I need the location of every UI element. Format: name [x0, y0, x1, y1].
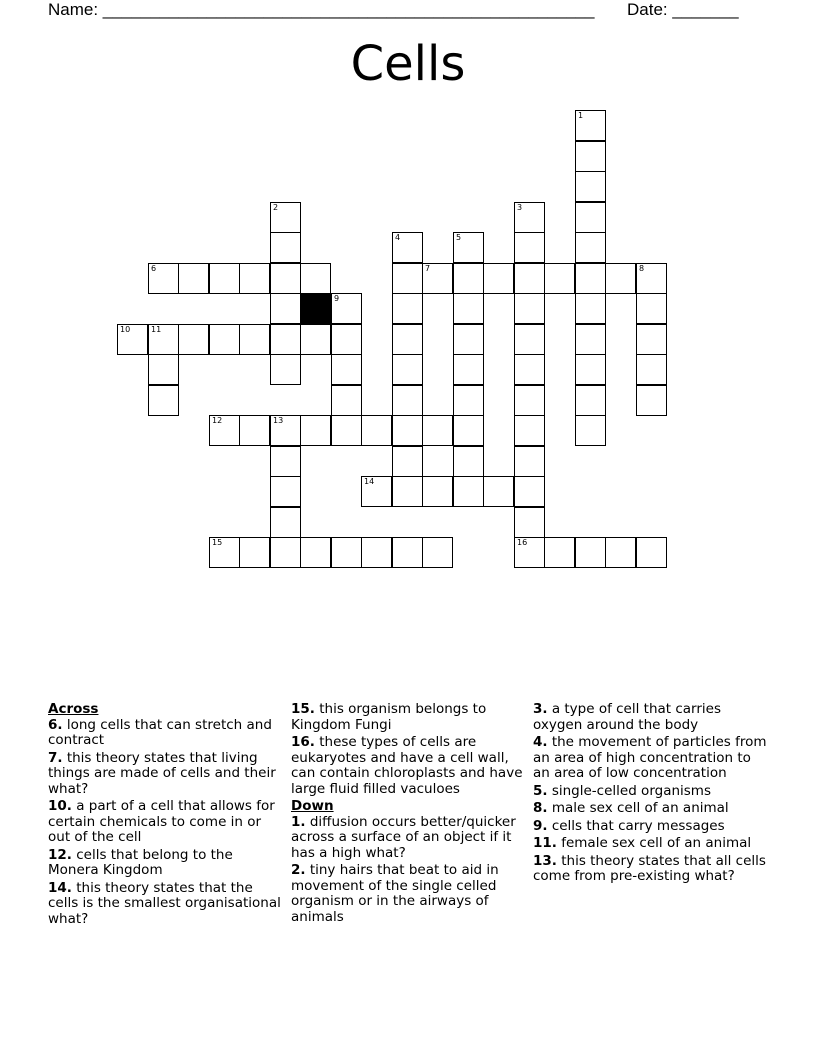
clue-across-7: 7. this theory states that living things are made of cells and their what? — [48, 749, 276, 797]
grid-cell[interactable] — [361, 476, 392, 507]
grid-cell[interactable] — [422, 476, 453, 507]
grid-cell[interactable] — [270, 263, 301, 294]
grid-cell[interactable] — [605, 537, 636, 568]
grid-cell[interactable] — [270, 537, 301, 568]
grid-cell[interactable] — [453, 324, 484, 355]
grid-cell[interactable] — [178, 263, 209, 294]
grid-cell[interactable] — [270, 446, 301, 477]
clue-down-2: 2. tiny hairs that beat to aid in movement of the single celled organism or in the airways of animals — [291, 862, 499, 925]
grid-cell[interactable] — [209, 263, 240, 294]
grid-cell[interactable] — [453, 232, 484, 263]
cell-number: 4 — [395, 233, 401, 242]
grid-cell[interactable] — [514, 385, 545, 416]
grid-cell[interactable] — [392, 263, 423, 294]
grid-cell[interactable] — [270, 202, 301, 233]
grid-cell[interactable] — [514, 202, 545, 233]
cell-number: 15 — [212, 538, 223, 547]
grid-cell[interactable] — [148, 385, 179, 416]
grid-cell[interactable] — [453, 415, 484, 446]
grid-cell[interactable] — [605, 263, 636, 294]
grid-cell[interactable] — [331, 354, 362, 385]
clue-down-1: 1. diffusion occurs better/quicker across a surface of an object if it has a high what? — [291, 813, 516, 861]
cell-number: 12 — [212, 416, 223, 425]
cell-number: 10 — [120, 325, 131, 334]
grid-cell[interactable] — [636, 354, 667, 385]
grid-cell[interactable] — [575, 232, 606, 263]
clue-across-12: 12. cells that belong to the Monera Kingdom — [48, 846, 233, 878]
clue-across-15: 15. this organism belongs to Kingdom Fungi — [291, 701, 487, 733]
clues-column-3 — [533, 702, 771, 887]
grid-cell[interactable] — [392, 446, 423, 477]
date-field-label[interactable]: Date: _______ — [627, 0, 739, 19]
puzzle-title: Cells — [350, 36, 466, 92]
grid-cell[interactable] — [270, 415, 301, 446]
grid-cell[interactable] — [331, 415, 362, 446]
grid-cell[interactable] — [636, 263, 667, 294]
grid-cell[interactable] — [392, 324, 423, 355]
grid-cell[interactable] — [575, 324, 606, 355]
grid-cell[interactable] — [453, 385, 484, 416]
clue-down-13: 13. this theory states that all cells come from pre-existing what? — [533, 852, 766, 884]
clue-down-5: 5. single-celled organisms — [533, 782, 711, 799]
grid-cell[interactable] — [544, 263, 575, 294]
grid-cell[interactable] — [392, 232, 423, 263]
grid-cell[interactable] — [392, 293, 423, 324]
clues-column-1 — [48, 702, 286, 929]
grid-cell[interactable] — [483, 263, 514, 294]
grid-cell[interactable] — [331, 537, 362, 568]
grid-cell[interactable] — [209, 415, 240, 446]
cell-number: 1 — [578, 111, 584, 120]
cell-number: 16 — [517, 538, 528, 547]
grid-cell[interactable] — [300, 324, 331, 355]
cell-number: 7 — [425, 264, 431, 273]
cell-number: 5 — [456, 233, 462, 242]
cell-number: 9 — [334, 294, 340, 303]
cell-number: 13 — [273, 416, 284, 425]
grid-cell[interactable] — [575, 141, 606, 172]
grid-cell[interactable] — [636, 324, 667, 355]
clue-across-10: 10. a part of a cell that allows for certain chemicals to come in or out of the cell — [48, 798, 275, 845]
clue-down-11: 11. female sex cell of an animal — [533, 835, 752, 851]
grid-cell[interactable] — [575, 293, 606, 324]
blocked-cell — [300, 293, 331, 324]
cell-number: 3 — [517, 203, 523, 212]
clues-column-2 — [291, 702, 529, 927]
grid-cell[interactable] — [392, 537, 423, 568]
clue-down-4: 4. the movement of particles from an area of high concentration to an area of low concentration — [533, 734, 767, 781]
grid-cell[interactable] — [148, 324, 179, 355]
grid-cell[interactable] — [270, 354, 301, 385]
grid-cell[interactable] — [575, 202, 606, 233]
down-heading: Down — [291, 798, 334, 814]
clue-down-9: 9. cells that carry messages — [533, 817, 725, 834]
grid-cell[interactable] — [117, 324, 148, 355]
grid-cell[interactable] — [575, 354, 606, 385]
grid-cell[interactable] — [239, 537, 270, 568]
grid-cell[interactable] — [636, 293, 667, 324]
grid-cell[interactable] — [453, 293, 484, 324]
grid-cell[interactable] — [514, 324, 545, 355]
cell-number: 14 — [364, 477, 375, 486]
grid-cell[interactable] — [300, 537, 331, 568]
grid-cell[interactable] — [331, 385, 362, 416]
cell-number: 6 — [151, 264, 157, 273]
clue-across-16: 16. these types of cells are eukaryotes and have a cell wall, can contain chloroplasts and have large fluid filled vaculoes — [291, 734, 523, 797]
grid-cell[interactable] — [392, 354, 423, 385]
clue-down-3: 3. a type of cell that carries oxygen around the body — [533, 701, 722, 733]
grid-cell[interactable] — [209, 324, 240, 355]
grid-cell[interactable] — [636, 385, 667, 416]
grid-cell[interactable] — [514, 446, 545, 477]
grid-cell[interactable] — [300, 263, 331, 294]
grid-cell[interactable] — [270, 476, 301, 507]
grid-cell[interactable] — [636, 537, 667, 568]
grid-cell[interactable] — [514, 507, 545, 538]
grid-cell[interactable] — [239, 415, 270, 446]
cell-number: 8 — [639, 264, 645, 273]
grid-cell[interactable] — [331, 324, 362, 355]
clue-down-8: 8. male sex cell of an animal — [533, 800, 729, 816]
grid-cell[interactable] — [514, 354, 545, 385]
grid-cell[interactable] — [575, 537, 606, 568]
clue-across-6: 6. long cells that can stretch and contract — [48, 716, 272, 748]
grid-cell[interactable] — [514, 293, 545, 324]
grid-cell[interactable] — [514, 232, 545, 263]
clue-across-14: 14. this theory states that the cells is the smallest organisational what? — [48, 879, 281, 927]
grid-cell[interactable] — [392, 415, 423, 446]
grid-cell[interactable] — [575, 171, 606, 202]
grid-cell[interactable] — [148, 263, 179, 294]
cell-number: 2 — [273, 203, 279, 212]
grid-cell[interactable] — [270, 232, 301, 263]
grid-cell[interactable] — [392, 385, 423, 416]
grid-cell[interactable] — [514, 263, 545, 294]
grid-cell[interactable] — [148, 354, 179, 385]
grid-cell[interactable] — [300, 415, 331, 446]
grid-cell[interactable] — [422, 263, 453, 294]
grid-cell[interactable] — [453, 476, 484, 507]
grid-cell[interactable] — [361, 537, 392, 568]
across-heading: Across — [48, 701, 99, 717]
grid-cell[interactable] — [331, 293, 362, 324]
grid-cell[interactable] — [575, 110, 606, 141]
grid-cell[interactable] — [178, 324, 209, 355]
grid-cell[interactable] — [361, 415, 392, 446]
name-field-label[interactable]: Name: ____________________________________________________ — [48, 0, 595, 19]
grid-cell[interactable] — [209, 537, 240, 568]
grid-cell[interactable] — [239, 324, 270, 355]
grid-cell[interactable] — [544, 537, 575, 568]
grid-cell[interactable] — [575, 385, 606, 416]
grid-cell[interactable] — [422, 415, 453, 446]
grid-cell[interactable] — [270, 324, 301, 355]
cell-number: 11 — [151, 325, 162, 334]
grid-cell[interactable] — [575, 415, 606, 446]
grid-cell[interactable] — [514, 476, 545, 507]
grid-cell[interactable] — [239, 263, 270, 294]
grid-cell[interactable] — [575, 263, 606, 294]
grid-cell[interactable] — [514, 415, 545, 446]
grid-cell[interactable] — [453, 354, 484, 385]
grid-cell[interactable] — [422, 537, 453, 568]
grid-cell[interactable] — [270, 293, 301, 324]
grid-cell[interactable] — [392, 476, 423, 507]
grid-cell[interactable] — [270, 507, 301, 538]
grid-cell[interactable] — [483, 476, 514, 507]
grid-cell[interactable] — [514, 537, 545, 568]
grid-cell[interactable] — [453, 263, 484, 294]
grid-cell[interactable] — [453, 446, 484, 477]
